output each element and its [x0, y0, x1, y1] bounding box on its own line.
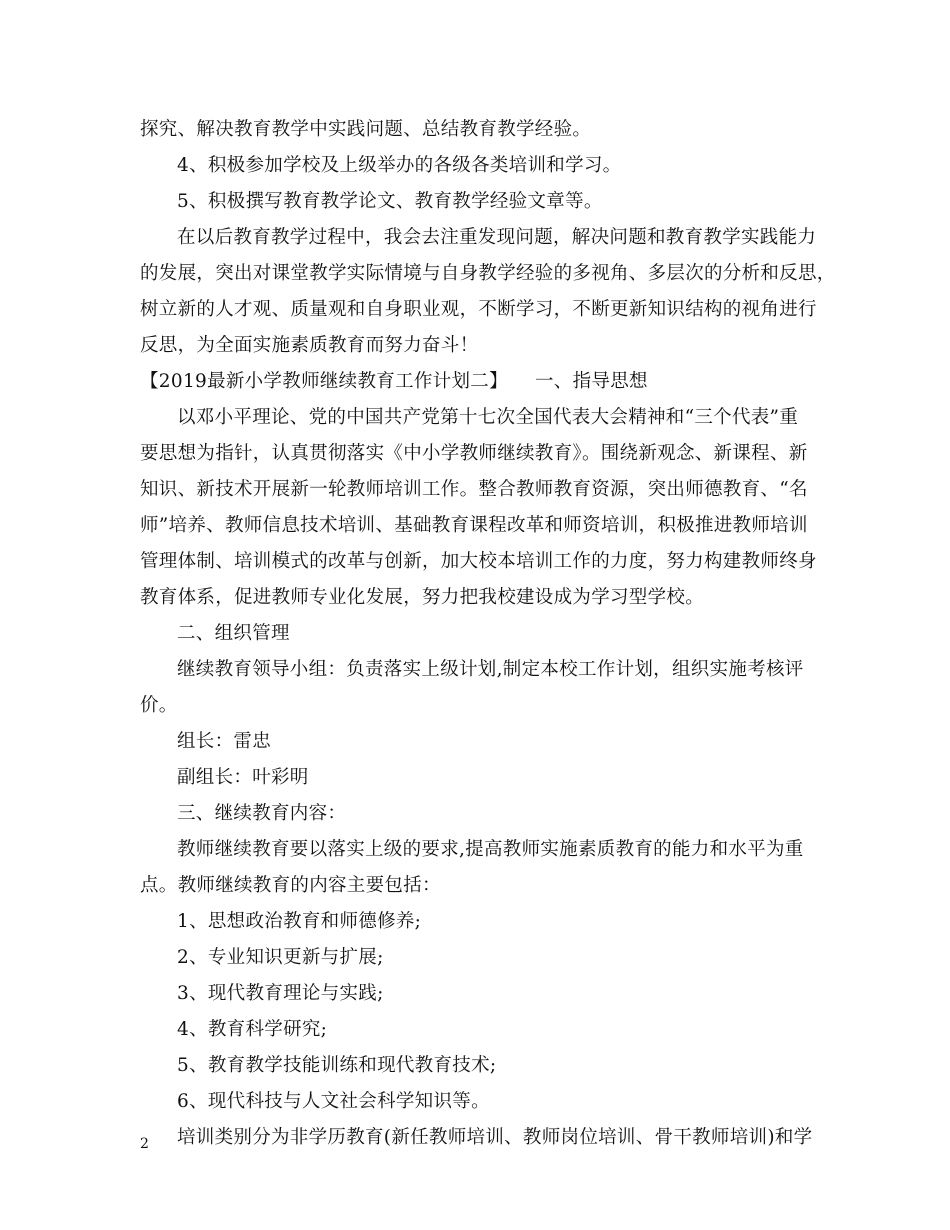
text-line: 5、积极撰写教育教学论文、教育教学经验文章等。 [177, 191, 603, 212]
list-item: 6、现代科技与人文社会科学知识等。 [177, 1091, 490, 1112]
text-line: 教师继续教育要以落实上级的要求,提高教师实施素质教育的能力和水平为重 [177, 839, 804, 860]
section-heading: 三、继续教育内容： [177, 803, 347, 824]
text-line: 的发展，突出对课堂教学实际情境与自身教学经验的多视角、多层次的分析和反思， [140, 263, 836, 284]
text-line: 管理体制、培训模式的改革与创新，加大校本培训工作的力度，努力构建教师终身 [140, 551, 817, 572]
text-line: 4、积极参加学校及上级举办的各级各类培训和学习。 [177, 155, 622, 176]
section-heading: 一、指导思想 [535, 371, 648, 392]
list-item: 5、教育教学技能训练和现代教育技术; [177, 1055, 497, 1076]
list-item: 3、现代教育理论与实践; [177, 983, 384, 1004]
text-line: 反思，为全面实施素质教育而努力奋斗！ [140, 335, 479, 356]
list-item: 1、思想政治教育和师德修养; [177, 911, 422, 932]
page-number: 2 [140, 1136, 149, 1152]
plan-heading [140, 364, 820, 400]
list-item: 4、教育科学研究; [177, 1019, 328, 1040]
text-line: 树立新的人才观、质量观和自身职业观，不断学习，不断更新知识结构的视角进行 [140, 299, 817, 320]
text-line: 要思想为指针，认真贯彻落实《中小学教师继续教育》。围绕新观念、新课程、新 [140, 443, 808, 464]
text-line: 知识、新技术开展新一轮教师培训工作。整合教师教育资源，突出师德教育、“名 [140, 479, 808, 500]
text-line: 价。 [140, 695, 178, 716]
text-line: 培训类别分为非学历教育(新任教师培训、教师岗位培训、骨干教师培训)和学 [177, 1127, 813, 1148]
text-line: 组长：雷忠 [177, 731, 272, 752]
document-body [140, 112, 836, 1156]
text-line: 继续教育领导小组：负责落实上级计划,制定本校工作计划，组织实施考核评 [177, 659, 804, 680]
text-line: 探究、解决教育教学中实践问题、总结教育教学经验。 [140, 119, 592, 140]
plan-title: 【2019最新小学教师继续教育工作计划二】 [140, 371, 508, 392]
text-line: 在以后教育教学过程中，我会去注重发现问题，解决问题和教育教学实践能力 [177, 227, 817, 248]
text-line: 师”培养、教师信息技术培训、基础教育课程改革和师资培训，积极推进教师培训 [140, 515, 808, 536]
text-line: 教育体系，促进教师专业化发展，努力把我校建设成为学习型学校。 [140, 587, 705, 608]
text-line: 副组长：叶彩明 [177, 767, 309, 788]
list-item: 2、专业知识更新与扩展; [177, 947, 384, 968]
text-line: 点。教师继续教育的内容主要包括： [140, 875, 441, 896]
section-heading: 二、组织管理 [177, 623, 290, 644]
text-line: 以邓小平理论、党的中国共产党第十七次全国代表大会精神和“三个代表”重 [177, 407, 799, 428]
